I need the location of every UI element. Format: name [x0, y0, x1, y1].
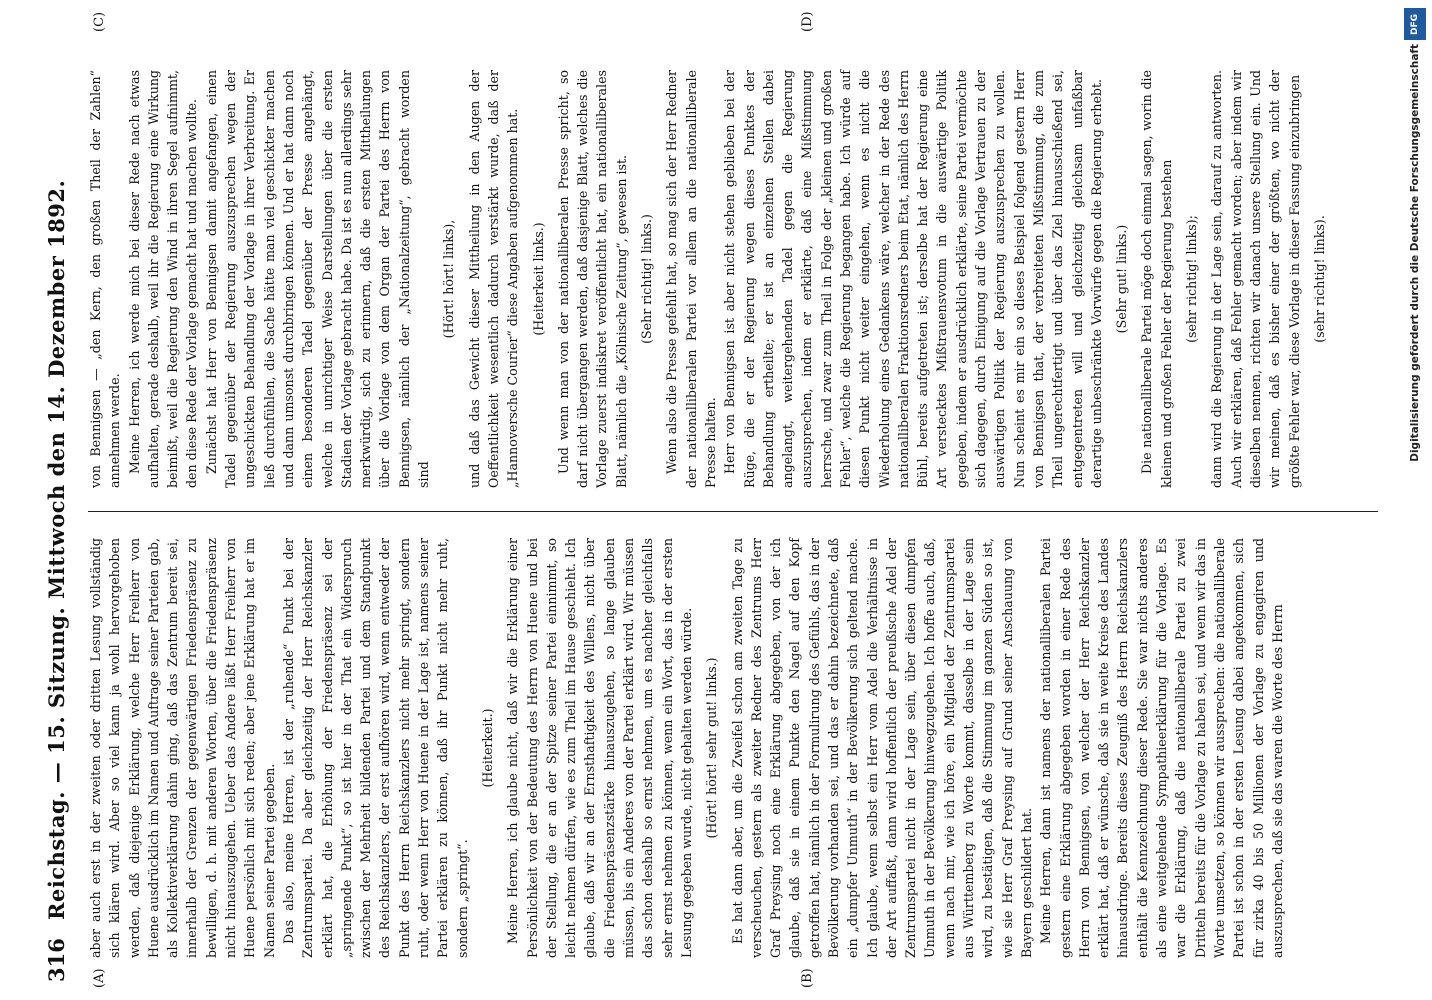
digitization-note: Digitalisierung gefördert durch die Deutsche Forschungsgemeinschaft	[1409, 44, 1421, 462]
paragraph: Zunächst hat Herr von Bennigsen damit angefangen, einen Tadel gegenüber der Regierung auszusprechen wegen der ungeschickten Behandlung der Vorlage in ihrer Verbreitung. Er ließ durchfühlen, die Sache hätte man viel geschickter machen und dann umsonst durchbringen können. Und er hat dann noch einen besonderen Tadel gegenüber der Presse angehängt, welche in unrichtiger Weise Darstellungen über die ersten Stadien der Vorlage gebracht habe. Da ist es nun allerdings sehr merkwürdig, sich zu erinnern, daß die ersten Mittheilungen über die Vorlage von dem Organ der Partei des Herrn von Bennigsen, nämlich der „Nationalzeitung“, gebracht worden sind	[203, 70, 432, 488]
paragraph: Die nationalliberale Partei möge doch einmal sagen, worin die kleinen und großen Fehler der Regierung bestehen	[1139, 70, 1174, 488]
paragraph: dann wird die Regierung in der Lage sein, darauf zu antworten. Auch wir erklären, daß Fehler gemacht worden; aber indem wir dieselben nennen, richten wir danach unsere Stellung ein. Und wir meinen, daß es bisher einer der größten, wo nicht der größte Fehler war, diese Vorlage in dieser Fassung einzubringen	[1209, 70, 1302, 488]
interjection: (sehr richtig! links).	[1311, 215, 1327, 343]
interjection: (Heiterkeit.)	[479, 708, 495, 788]
left-column	[86, 538, 1386, 958]
page-title: Reichstag. — 15. Sitzung. Mittwoch den 14. Dezember 1892.	[44, 179, 69, 920]
interjection: (Sehr richtig! links.)	[639, 214, 655, 344]
paragraph: Es hat dann aber, um die Zweifel schon am zweiten Tage zu verscheuchen, gestern als zweiter Redner des Zentrums Herr Graf Preysing noch eine Erklärung abgegeben, von der ich glaube, daß sie in einem Punkte den Nagel auf den Kopf getroffen hat, nämlich in der Formulirung des Gefühls, das in der Bevölkerung vorhanden sei, und das er dahin bezeichnete, daß ein „dumpfer Unmuth“ in der Bevölkerung sich geltend mache. Ich glaube, wenn selbst ein Herr vom Adel die Verhältnisse in der Art auffaßt, dann wird hoffentlich der preußische Adel der Zentrumspartei nicht in der Lage sein, über diesen dumpfen Unmuth in der Bevölkerung hinwegzugehen. Ich hoffe auch, daß, wenn nach mir, wie ich höre, ein Mitglied der Zentrumspartei aus Württemberg zu Worte kommt, dasselbe in der Lage sein wird, zu bestätigen, daß die Stimmung im ganzen Süden so ist, wie sie Herr Graf Preysing auf Grund seiner Anschauung von Bayern geschildert hat.	[729, 538, 1034, 958]
paragraph: Herr von Bennigsen ist aber nicht stehen geblieben bei der Rüge, die er der Regierung wegen dieses Punktes der Behandlung ertheilte; er ist an einzelnen Stellen dabei angelangt, weitergehenden Tadel gegen die Regierung auszusprechen, indem er erklärte, daß eine Mißstimmung herrsche, und zwar zum Theil in Folge der „kleinen und großen Fehler“, welche die Regierung begangen habe. Ich würde auf diesen Punkt nicht weiter eingehen, wenn es nicht die Wiederholung eines Gedankens wäre, welcher in der Rede des nationalliberalen Fraktionsredners beim Etat, nämlich des Herrn Bühl, bereits aufgetreten ist; derselbe hat der Regierung eine Art verstecktes Mißtrauensvotum in die auswärtige Politik gegeben, indem er ausdrücklich erklärte, seine Partei vermöchte sich dagegen, durch Einigung auf die Vorlage Vertrauen zu der auswärtigen Politik der Regierung auszusprechen zu wollen. Nun scheint es mir ein so dieses Beispiel folgend gestern Herr von Bennigsen that, der verbreiteten Mißstimmung, die zum Theil ungerechtfertigt und über das Ziel hinausschießend sei, entgegentreten will und gleichzeitig gleichsam unfaßbar derartige unbeschränkte Vorwürfe gegen die Regierung erhebt.	[722, 70, 1104, 488]
paragraph: und daß das Gewicht dieser Mittheilung in den Augen der Oeffentlichkeit wesentlich dadurch verstärkt wurde, daß der „Hannoversche Courier“ diese Angaben aufgenommen hat.	[466, 70, 521, 488]
page-number: 316	[44, 938, 69, 982]
interjection: (Heiterkeit links.)	[530, 222, 546, 336]
right-column	[86, 70, 1386, 488]
page-header	[38, 0, 78, 1000]
interjection: (Hört! hört! sehr gut! links.)	[704, 657, 720, 839]
paragraph: Meine Herren, dann ist namens der nationalliberalen Partei gestern eine Erklärung abgegeben worden in einer Rede des Herrn von Bennigsen, von welcher der Herr Reichskanzler erklärt hat, daß er wünsche, daß sie in weite Kreise des Landes hinausdringe. Bereits dieses Zeugniß des Herrn Reichskanzlers enthält die Kennzeichnung dieser Rede. Sie war nichts anderes als eine weitgehende Sympathieerklärung für die Vorlage. Es war die Erklärung, daß die nationalliberale Partei zu zwei Dritteln bereits für die Vorlage zu haben sei, und wenn wir das in Worte umsetzen, so können wir aussprechen: die nationalliberale Partei ist schon in der ersten Lesung dabei angekommen, sich für zirka 40 bis 50 Millionen der Vorlage zu engagiren und auszusprechen, daß sie das waren die Worte des Herrn	[1038, 538, 1285, 958]
paragraph: Und wenn man von der nationalliberalen Presse spricht, so darf nicht übergangen werden, daß dasjenige Blatt, welches die Vorlage zuerst indiskret veröffentlicht hat, ein nationalliberales Blatt, nämlich die „Kölnische Zeitung“, gewesen ist.	[555, 70, 629, 488]
column-divider	[88, 511, 1378, 512]
paragraph: Meine Herren, ich glaube nicht, daß wir die Erklärung einer Persönlichkeit von der Bedeutung des Herrn von Huene und bei der Stellung, die er an der Spitze seiner Partei einnimmt, so leicht nehmen dürfen, wie es zum Theil im Hause geschieht. Ich glaube, daß wir an der Ernsthaftigkeit des Willens, nicht über die Friedenspräsenzstärke hinauszugehen, so lange glauben müssen, bis ein Anderes von der Partei erklärt wird. Wir müssen das schon deshalb so ernst nehmen, um es nachher gleichfalls sehr ernst nehmen zu können, wenn ein Wort, das in der ersten Lesung gegeben wurde, nicht gehalten werden würde.	[505, 538, 694, 958]
margin-mark-b: (B)	[800, 968, 815, 988]
margin-mark-c: (C)	[92, 11, 107, 32]
paragraph: aber auch erst in der zweiten oder dritten Lesung vollständig sich klären wird. Aber so viel kann ja wohl hervorgehoben werden, daß diejenige Erklärung, welche Herr Freiherr von Huene ausdrücklich im Namen und Auftrage seiner Parteien gab, als Kollektiverklärung dahin ging, daß das Zentrum bereit sei, innerhalb der Grenzen der gegenwärtigen Friedenspräsenz zu bewilligen, d. h. mit anderen Worten, über die Friedenspräsenz nicht hinauszugehen. Ueber das Andere läßt Herr Freiherr von Huene persönlich mit sich reden; aber jene Erklärung hat er im Namen seiner Partei gegeben.	[88, 538, 277, 958]
interjection: (sehr richtig! links);	[1184, 215, 1200, 343]
paragraph: Meine Herren, ich werde mich bei dieser Rede nach etwas aufhalten, gerade deshalb, weil ihr die Regierung eine Wirkung beimißt, weil die Regierung den Wind in ihren Segel aufnimmt, den diese Rede der Vorlage gemacht hat und machen wollte.	[126, 70, 200, 488]
margin-mark-a: (A)	[92, 968, 107, 988]
digitization-sidebar	[1398, 0, 1432, 1000]
margin-mark-d: (D)	[800, 11, 815, 32]
interjection: (Sehr gut! links.)	[1114, 224, 1130, 334]
dfg-logo: DFG	[1404, 8, 1426, 40]
paragraph: Wenn also die Presse gefehlt hat, so mag sich der Herr Redner der nationalliberalen Partei vor allem an die nationalliberale Presse halten.	[664, 70, 718, 488]
paragraph: von Bennigsen — „den Kern, den großen Theil der Zahlen“ annehmen werde.	[88, 70, 123, 488]
interjection: (Hört! hört! links),	[441, 219, 457, 339]
paragraph: Das also, meine Herren, ist der „ruhende“ Punkt bei der Zentrumspartei. Da aber gleichzeitig der Herr Reichskanzler erklärt hat, die Erhöhung der Friedenspräsenz sei der „springende Punkt“, so ist hier in der That ein Widerspruch zwischen der Mehrheit bildenden Partei und dem Standpunkt des Reichskanzlers, der erst aufhören wird, wenn entweder der Punkt des Herrn Reichskanzlers nicht mehr springt, sondern ruht, oder wenn Herr von Huene in der Lage ist, namens seiner Partei erklären zu können, daß ihr Punkt nicht mehr ruht, sondern „springt“.	[280, 538, 470, 958]
